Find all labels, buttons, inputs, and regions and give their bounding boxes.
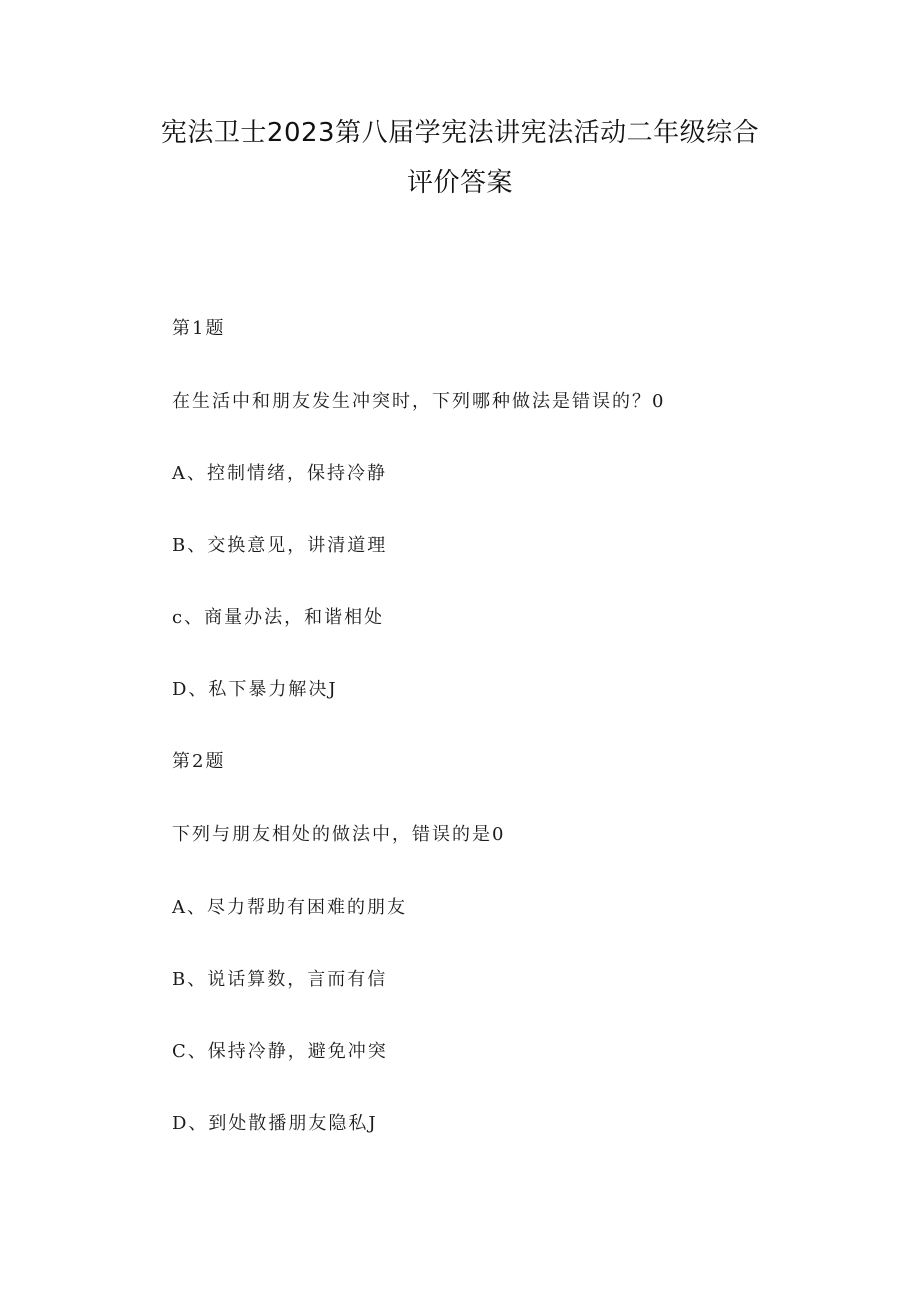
document-title-line-2: 评价答案 (406, 168, 513, 198)
question-1-option-c: c、商量办法，和谐相处 (172, 607, 385, 628)
question-2-option-c: C、保持冷静，避免冲突 (172, 1041, 388, 1062)
question-1-label: 第1题 (172, 318, 226, 339)
question-1-option-b: B、交换意见，讲清道理 (172, 535, 388, 556)
question-2-option-a: A、尽力帮助有困难的朋友 (172, 897, 407, 918)
question-2-label: 第2题 (172, 751, 226, 772)
question-1-option-a: A、控制情绪，保持冷静 (172, 463, 387, 484)
document-title-line-1: 宪法卫士2023第八届学宪法讲宪法活动二年级综合 (160, 118, 760, 148)
question-2-option-b: B、说话算数，言而有信 (172, 969, 388, 990)
question-2-stem: 下列与朋友相处的做法中，错误的是0 (172, 824, 506, 845)
question-1-stem: 在生活中和朋友发生冲突时，下列哪种做法是错误的？0 (172, 391, 666, 412)
question-1-option-d: D、私下暴力解决J (172, 679, 338, 700)
question-2-option-d: D、到处散播朋友隐私J (172, 1113, 378, 1134)
